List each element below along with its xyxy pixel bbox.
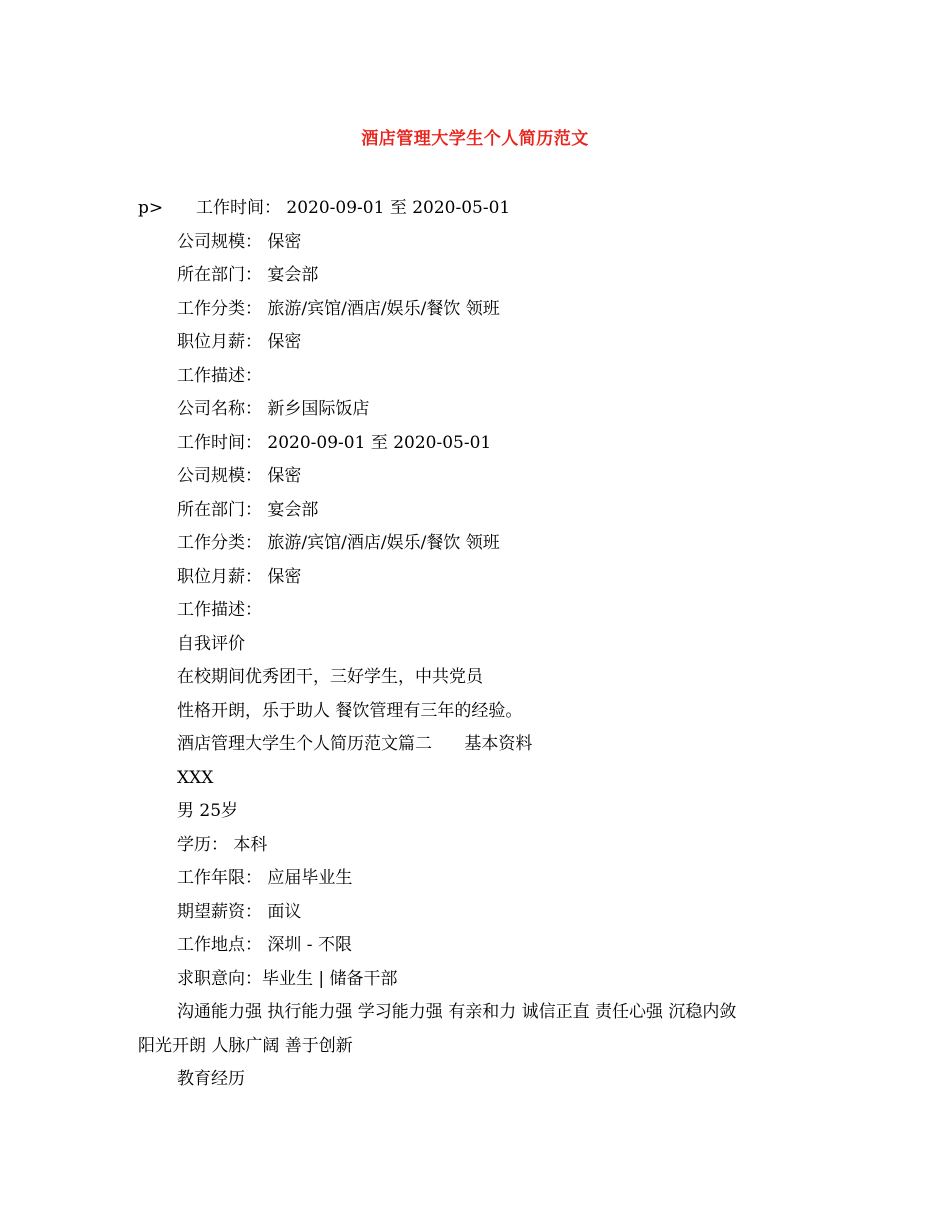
text-line: 所在部门： 宴会部: [177, 265, 319, 285]
text-line: 工作描述：: [177, 365, 262, 386]
text-line: XXX: [177, 767, 214, 788]
text-line: 公司名称： 新乡国际饭店: [177, 399, 370, 419]
text-line: [0, 192, 950, 226]
text-line: 工作分类： 旅游/宾馆/酒店/娱乐/餐饮 领班: [177, 533, 500, 553]
text-line: 公司规模： 保密: [177, 231, 302, 252]
page-title: 酒店管理大学生个人简历范文: [361, 129, 589, 149]
text-line: 男 25岁: [177, 801, 239, 821]
text-line: 工作地点： 深圳 - 不限: [177, 935, 352, 955]
section-heading: 教育经历: [177, 1069, 245, 1089]
text-line: 阳光开朗 人脉广阔 善于创新: [138, 1035, 353, 1056]
text-line: 职位月薪： 保密: [177, 566, 302, 587]
stray-marker: p>: [138, 198, 164, 218]
text-line: 工作分类： 旅游/宾馆/酒店/娱乐/餐饮 领班: [177, 298, 500, 319]
text-line: 工作时间： 2020-09-01 至 2020-05-01: [177, 432, 492, 453]
text-line: 学历： 本科: [177, 834, 268, 855]
text-line: 工作年限： 应届毕业生: [177, 868, 353, 888]
text-line: 沟通能力强 执行能力强 学习能力强 有亲和力 诚信正直 责任心强 沉稳内敛: [177, 1002, 737, 1022]
text-line: 所在部门： 宴会部: [177, 499, 319, 520]
section-heading: 酒店管理大学生个人简历范文篇二 基本资料: [177, 734, 533, 754]
text-line: 性格开朗，乐于助人 餐饮管理有三年的经验。: [177, 700, 523, 721]
document-body: [0, 192, 950, 1097]
text-line: 公司规模： 保密: [177, 466, 302, 486]
section-heading: 自我评价: [177, 633, 245, 654]
text-line: 期望薪资： 面议: [177, 901, 302, 922]
text-line: 工作描述：: [177, 600, 262, 620]
line-text: 工作时间： 2020-09-01 至 2020-05-01: [196, 198, 511, 218]
text-line: 求职意向：毕业生 | 储备干部: [177, 968, 398, 989]
text-line: 在校期间优秀团干，三好学生，中共党员: [177, 667, 483, 687]
text-line: 职位月薪： 保密: [177, 332, 302, 352]
